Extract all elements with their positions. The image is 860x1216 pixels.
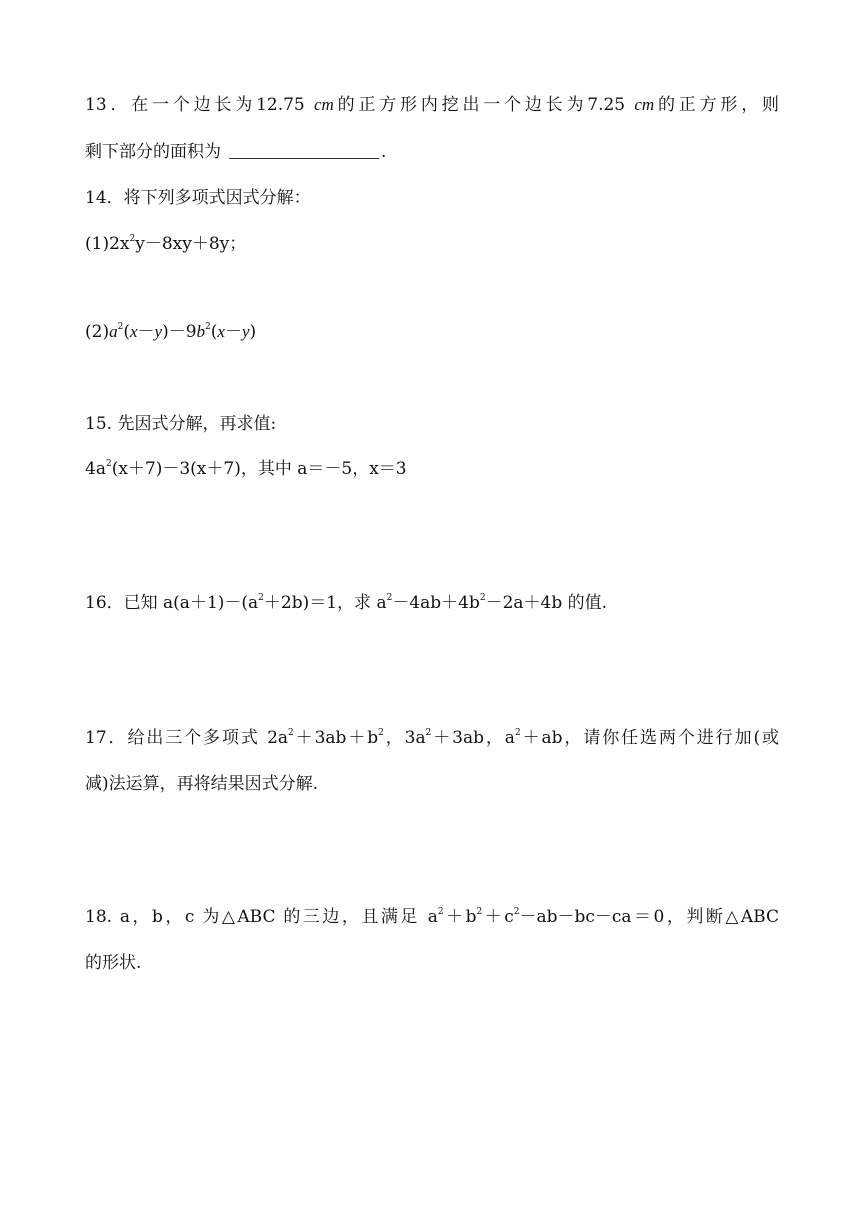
- q14-part1-text: y－8xy＋8y；: [135, 234, 247, 254]
- q16-line: [85, 591, 607, 615]
- q17-text: ＋3ab，a: [431, 728, 515, 748]
- q17-text: ，3a: [383, 728, 426, 748]
- exponent: 2: [513, 907, 520, 917]
- q18-text: ＋b: [443, 907, 477, 927]
- exponent: 2: [288, 728, 294, 738]
- q16-text: －4ab＋4b: [392, 593, 480, 613]
- q17-text: ＋ab，请你任选两个进行加(或: [520, 728, 780, 748]
- q13-line1: [85, 93, 779, 117]
- q17-line1: [85, 726, 779, 750]
- exponent: 2: [479, 593, 486, 603]
- q15-text: 4a: [85, 459, 106, 479]
- q14-part1: [85, 232, 246, 256]
- q15-text: (x＋7)－3(x＋7)，其中 a＝－5，x＝3: [111, 459, 407, 479]
- q13-text: 的正方形，则: [654, 95, 780, 115]
- operator: －: [224, 322, 242, 342]
- q14-part1-text: (1)2x: [85, 234, 130, 254]
- exponent: 2: [205, 322, 211, 332]
- variable: x: [217, 322, 225, 341]
- q16-text: ＋2b)＝1，求 a: [263, 593, 387, 613]
- exponent: 2: [117, 322, 124, 332]
- q15-expression: [85, 457, 407, 481]
- variable: a: [109, 322, 118, 341]
- exponent: 2: [378, 728, 384, 738]
- q13-answer-blank[interactable]: [229, 140, 379, 159]
- q17-text: 17．给出三个多项式 2a: [85, 728, 289, 748]
- variable: y: [241, 322, 250, 341]
- variable: y: [154, 322, 163, 341]
- q13-text: 剩下部分的面积为: [85, 142, 221, 162]
- q15-title: 15. 先因式分解，再求值:: [85, 414, 277, 434]
- q18-text: －ab－bc－ca＝0，判断△ABC: [519, 907, 779, 927]
- q18-text: 18. a，b，c 为△ABC 的三边，且满足 a: [85, 907, 438, 927]
- q17-text: ＋3ab＋b: [293, 728, 379, 748]
- q13-text: .: [381, 142, 387, 162]
- exponent: 2: [425, 728, 432, 738]
- q18-line1: [85, 905, 779, 929]
- q14-part2-text: (2): [85, 322, 110, 342]
- q14-part2-text: )－9: [162, 322, 197, 342]
- variable: b: [196, 322, 206, 341]
- q16-text: －2a＋4b 的值.: [485, 593, 608, 613]
- q14-part2-text: ): [249, 322, 257, 342]
- exponent: 2: [514, 728, 521, 738]
- operator: －: [137, 322, 155, 342]
- variable: x: [129, 322, 138, 341]
- q13-line2: [85, 140, 386, 164]
- q18-text: ＋c: [482, 907, 514, 927]
- exponent: 2: [129, 234, 136, 244]
- q13-text: 的正方形内挖出一个边长为7.25: [333, 95, 635, 115]
- exponent: 2: [258, 593, 264, 603]
- q17-line2: 减)法运算，再将结果因式分解.: [85, 774, 319, 794]
- exponent: 2: [386, 593, 393, 603]
- q13-unit: cm: [634, 95, 655, 114]
- exponent: 2: [437, 907, 444, 917]
- q18-line2: 的形状.: [85, 953, 142, 973]
- exponent: 2: [105, 459, 112, 469]
- q14-part2-text: (: [123, 322, 130, 342]
- q13-text: 13．在一个边长为12.75: [85, 95, 314, 115]
- q14-title: 14．将下列多项式因式分解：: [85, 188, 311, 208]
- exponent: 2: [476, 907, 483, 917]
- q16-text: 16．已知 a(a＋1)－(a: [85, 593, 259, 613]
- q13-unit: cm: [313, 95, 334, 114]
- q14-part2-text: (: [210, 322, 218, 342]
- q14-part2: [85, 320, 256, 344]
